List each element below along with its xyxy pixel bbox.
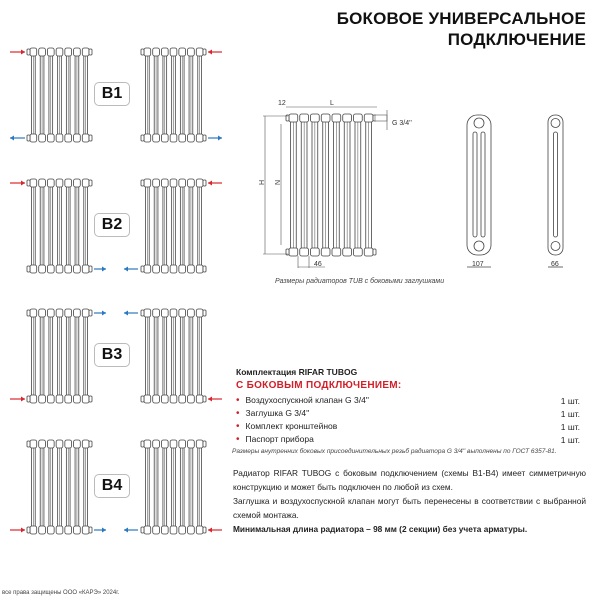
radiator-section-top <box>56 309 63 317</box>
dim-n: N <box>275 179 282 185</box>
radiator-section-top <box>153 309 160 317</box>
radiator-section-bottom <box>65 395 72 403</box>
flow-arrow-icon <box>94 311 106 316</box>
radiator-section-bottom <box>30 265 37 273</box>
scheme-b2 <box>0 175 225 275</box>
radiator-section-bottom <box>47 265 54 273</box>
radiator-section-top <box>47 179 54 187</box>
radiator-cap <box>141 310 144 316</box>
radiator-section-top <box>153 440 160 448</box>
radiator-section-bottom <box>321 248 330 256</box>
scheme-b3 <box>0 305 225 405</box>
radiator-section-bottom <box>332 248 341 256</box>
radiator-section-top <box>170 179 177 187</box>
scheme-b1 <box>0 44 225 144</box>
radiator-section-bottom <box>179 134 186 142</box>
radiator-section-bottom <box>56 526 63 534</box>
radiator-section-top <box>47 48 54 56</box>
radiator-section-bottom <box>188 134 195 142</box>
radiator-cap <box>141 527 144 533</box>
radiator-section-top <box>144 309 151 317</box>
radiator-section-top <box>343 114 352 122</box>
radiator-section-bottom <box>161 526 168 534</box>
radiator-section-bottom <box>161 134 168 142</box>
kit-item <box>236 433 586 446</box>
radiator-icon <box>27 48 92 142</box>
radiator-section-bottom <box>179 526 186 534</box>
kit-item <box>236 394 586 407</box>
description-p2: Заглушка и воздухоспускной клапан могут быть перенесены в соответствии с выбранной схемой монтажа. <box>233 496 586 520</box>
flow-arrow-icon <box>208 397 222 402</box>
kit-item-name: • Паспорт прибора <box>236 434 314 445</box>
radiator-cap <box>89 135 92 141</box>
radiator-cap <box>89 180 92 186</box>
thread-fitting-icon <box>375 115 387 121</box>
radiator-section-top <box>47 440 54 448</box>
radiator-section-top <box>311 114 320 122</box>
radiator-section-top <box>144 440 151 448</box>
scheme-label: B2 <box>94 213 130 237</box>
radiator-section-bottom <box>153 134 160 142</box>
radiator-cap <box>203 527 206 533</box>
kit-item-name: • Заглушка G 3/4'' <box>236 408 309 419</box>
kit-item <box>236 407 586 420</box>
radiator-section-top <box>179 309 186 317</box>
radiator-cap <box>89 441 92 447</box>
radiator-section-bottom <box>74 134 81 142</box>
radiator-section-bottom <box>39 265 46 273</box>
radiator-section-bottom <box>170 134 177 142</box>
drawing-caption: Размеры радиаторов TUB с боковыми заглушками <box>275 278 445 285</box>
radiator-section-top <box>56 48 63 56</box>
radiator-section-bottom <box>39 134 46 142</box>
radiator-section-top <box>188 309 195 317</box>
radiator-section-top <box>39 48 46 56</box>
flow-arrow-icon <box>94 267 106 272</box>
scheme-label: B1 <box>94 82 130 106</box>
radiator-section-bottom <box>30 526 37 534</box>
radiator-section-top <box>39 309 46 317</box>
dim-l: L <box>330 100 334 107</box>
radiator-section-top <box>196 48 203 56</box>
radiator-section-bottom <box>196 134 203 142</box>
dim-66: 66 <box>551 261 559 268</box>
flow-arrow-icon <box>208 50 222 55</box>
radiator-section-top <box>82 48 89 56</box>
radiator-section-bottom <box>179 395 186 403</box>
radiator-section-bottom <box>144 265 151 273</box>
radiator-cap <box>27 441 30 447</box>
radiator-section-top <box>179 440 186 448</box>
kit-item-qty: 1 шт. <box>560 434 580 445</box>
radiator-cap <box>203 441 206 447</box>
kit-item-name: • Комплект кронштейнов <box>236 421 337 432</box>
radiator-section-top <box>82 440 89 448</box>
kit-item-name: • Воздухоспускной клапан G 3/4'' <box>236 395 369 406</box>
radiator-section-bottom <box>153 395 160 403</box>
radiator-cap <box>89 266 92 272</box>
radiator-front-view-icon <box>467 115 491 267</box>
radiator-section-bottom <box>144 134 151 142</box>
radiator-section-bottom <box>196 526 203 534</box>
radiator-cap <box>27 396 30 402</box>
radiator-section-top <box>161 48 168 56</box>
kit-heading: Комплектация RIFAR TUBOG <box>236 367 358 377</box>
radiator-icon <box>141 179 206 273</box>
radiator-cap <box>141 266 144 272</box>
radiator-cap <box>27 49 30 55</box>
radiator-section-top <box>364 114 373 122</box>
dim-h: H <box>259 179 266 185</box>
flow-arrow-icon <box>10 136 25 141</box>
radiator-section-bottom <box>65 526 72 534</box>
radiator-section-bottom <box>170 395 177 403</box>
radiator-section-bottom <box>343 248 352 256</box>
scheme-label: B3 <box>94 343 130 367</box>
radiator-cap <box>203 396 206 402</box>
scheme-b4 <box>0 436 225 536</box>
radiator-cap <box>89 396 92 402</box>
radiator-cap <box>27 180 30 186</box>
radiator-section-bottom <box>153 526 160 534</box>
radiator-section-bottom <box>188 395 195 403</box>
radiator-section-bottom <box>82 526 89 534</box>
radiator-icon <box>27 179 92 273</box>
radiator-section-bottom <box>364 248 373 256</box>
radiator-section-bottom <box>179 265 186 273</box>
radiator-cap <box>203 310 206 316</box>
radiator-section-top <box>30 48 37 56</box>
dim-46: 46 <box>314 261 322 268</box>
radiator-section-top <box>65 179 72 187</box>
radiator-section-bottom <box>65 134 72 142</box>
radiator-cap <box>203 266 206 272</box>
radiator-section-bottom <box>161 265 168 273</box>
radiator-section-bottom <box>289 248 298 256</box>
radiator-section-top <box>170 440 177 448</box>
flow-arrow-icon <box>10 50 25 55</box>
radiator-section-top <box>56 179 63 187</box>
radiator-section-top <box>39 179 46 187</box>
radiator-cap <box>203 180 206 186</box>
scheme-label: B4 <box>94 474 130 498</box>
radiator-section-bottom <box>196 395 203 403</box>
radiator-side-view-icon <box>548 115 563 267</box>
radiator-section-bottom <box>311 248 320 256</box>
flow-arrow-icon <box>10 397 25 402</box>
radiator-section-top <box>30 440 37 448</box>
radiator-icon <box>27 309 92 403</box>
radiator-section-top <box>82 309 89 317</box>
radiator-cap <box>141 180 144 186</box>
radiator-cap <box>141 396 144 402</box>
radiator-section-bottom <box>188 526 195 534</box>
radiator-section-top <box>170 309 177 317</box>
flow-arrow-icon <box>208 528 222 533</box>
dim-12: 12 <box>278 100 286 107</box>
thread-note: Размеры внутренних боковых присоединительных резьб радиатора G 3/4'' выполнены по ГОСТ 6357-81. <box>232 448 557 455</box>
radiator-section-top <box>161 179 168 187</box>
radiator-section-top <box>196 309 203 317</box>
radiator-section-top <box>188 179 195 187</box>
radiator-cap <box>373 249 376 255</box>
radiator-section-bottom <box>170 265 177 273</box>
radiator-section-top <box>74 179 81 187</box>
radiator-section-top <box>321 114 330 122</box>
radiator-section-top <box>289 114 298 122</box>
radiator-section-bottom <box>300 248 309 256</box>
radiator-section-bottom <box>74 526 81 534</box>
radiator-section-bottom <box>82 265 89 273</box>
radiator-section-bottom <box>74 265 81 273</box>
kit-subheading: С БОКОВЫМ ПОДКЛЮЧЕНИЕМ: <box>236 380 402 391</box>
radiator-section-bottom <box>153 265 160 273</box>
flow-arrow-icon <box>208 181 222 186</box>
copyright: все права защищены ООО «КАРЭ» 2024г. <box>2 590 120 596</box>
flow-arrow-icon <box>10 181 25 186</box>
radiator-section-top <box>188 48 195 56</box>
radiator-section-top <box>74 309 81 317</box>
radiator-icon <box>27 440 92 534</box>
radiator-section-top <box>65 309 72 317</box>
radiator-section-bottom <box>47 134 54 142</box>
radiator-section-top <box>153 179 160 187</box>
radiator-section-bottom <box>82 395 89 403</box>
flow-arrow-icon <box>10 528 25 533</box>
title-line-1: БОКОВОЕ УНИВЕРСАЛЬНОЕ <box>336 9 586 28</box>
radiator-section-top <box>354 114 363 122</box>
radiator-section-top <box>196 440 203 448</box>
radiator-section-top <box>188 440 195 448</box>
radiator-section-bottom <box>161 395 168 403</box>
radiator-cap <box>141 441 144 447</box>
kit-item-qty: 1 шт. <box>560 421 580 432</box>
kit-list <box>236 367 586 446</box>
radiator-section-bottom <box>82 134 89 142</box>
radiator-section-top <box>82 179 89 187</box>
radiator-cap <box>27 266 30 272</box>
radiator-section-bottom <box>65 265 72 273</box>
radiator-icon <box>141 440 206 534</box>
radiator-section-bottom <box>354 248 363 256</box>
radiator-section-top <box>196 179 203 187</box>
radiator-cap <box>27 310 30 316</box>
radiator-cap <box>141 135 144 141</box>
radiator-section-top <box>47 309 54 317</box>
radiator-cap <box>27 527 30 533</box>
radiator-section-bottom <box>196 265 203 273</box>
radiator-section-bottom <box>39 395 46 403</box>
radiator-section-bottom <box>188 265 195 273</box>
radiator-section-bottom <box>56 395 63 403</box>
radiator-section-top <box>300 114 309 122</box>
description-p1: Радиатор RIFAR TUBOG с боковым подключением (схемы В1-В4) имеет симметричную конструкцию и может быть подключен по любой из схем. <box>233 468 586 492</box>
flow-arrow-icon <box>124 267 138 272</box>
radiator-section-bottom <box>39 526 46 534</box>
radiator-section-bottom <box>30 134 37 142</box>
radiator-section-bottom <box>30 395 37 403</box>
description <box>233 466 586 536</box>
radiator-section-top <box>30 179 37 187</box>
flow-arrow-icon <box>124 528 138 533</box>
page-title <box>337 8 586 50</box>
radiator-section-bottom <box>47 395 54 403</box>
flow-arrow-icon <box>124 311 138 316</box>
dim-107: 107 <box>472 261 484 268</box>
radiator-section-top <box>56 440 63 448</box>
radiator-section-top <box>332 114 341 122</box>
radiator-section-top <box>74 440 81 448</box>
radiator-section-top <box>161 309 168 317</box>
radiator-section-top <box>179 179 186 187</box>
radiator-section-bottom <box>144 395 151 403</box>
radiator-section-top <box>65 48 72 56</box>
radiator-cap <box>141 49 144 55</box>
radiator-cap <box>89 527 92 533</box>
radiator-section-top <box>179 48 186 56</box>
radiator-icon <box>286 114 376 256</box>
flow-arrow-icon <box>208 136 222 141</box>
kit-item-qty: 1 шт. <box>560 395 580 406</box>
radiator-section-bottom <box>170 526 177 534</box>
radiator-icon <box>141 309 206 403</box>
radiator-section-top <box>144 48 151 56</box>
radiator-section-bottom <box>56 265 63 273</box>
flow-arrow-icon <box>94 528 106 533</box>
dim-thread: G 3/4'' <box>392 120 412 127</box>
radiator-section-top <box>65 440 72 448</box>
radiator-section-top <box>161 440 168 448</box>
radiator-dimension-svg <box>250 90 600 290</box>
radiator-section-top <box>170 48 177 56</box>
radiator-section-bottom <box>47 526 54 534</box>
radiator-section-bottom <box>144 526 151 534</box>
radiator-cap <box>27 135 30 141</box>
kit-item <box>236 420 586 433</box>
radiator-section-bottom <box>56 134 63 142</box>
radiator-cap <box>89 49 92 55</box>
radiator-section-top <box>74 48 81 56</box>
radiator-cap <box>203 135 206 141</box>
radiator-icon <box>141 48 206 142</box>
radiator-cap <box>203 49 206 55</box>
dimension-drawing <box>250 90 600 290</box>
kit-item-qty: 1 шт. <box>560 408 580 419</box>
radiator-section-top <box>39 440 46 448</box>
radiator-section-top <box>144 179 151 187</box>
radiator-section-top <box>153 48 160 56</box>
description-min-length: Минимальная длина радиатора – 98 мм (2 секции) без учета арматуры. <box>233 524 528 534</box>
radiator-cap <box>89 310 92 316</box>
radiator-section-top <box>30 309 37 317</box>
title-line-2: ПОДКЛЮЧЕНИЕ <box>447 30 586 49</box>
radiator-section-bottom <box>74 395 81 403</box>
